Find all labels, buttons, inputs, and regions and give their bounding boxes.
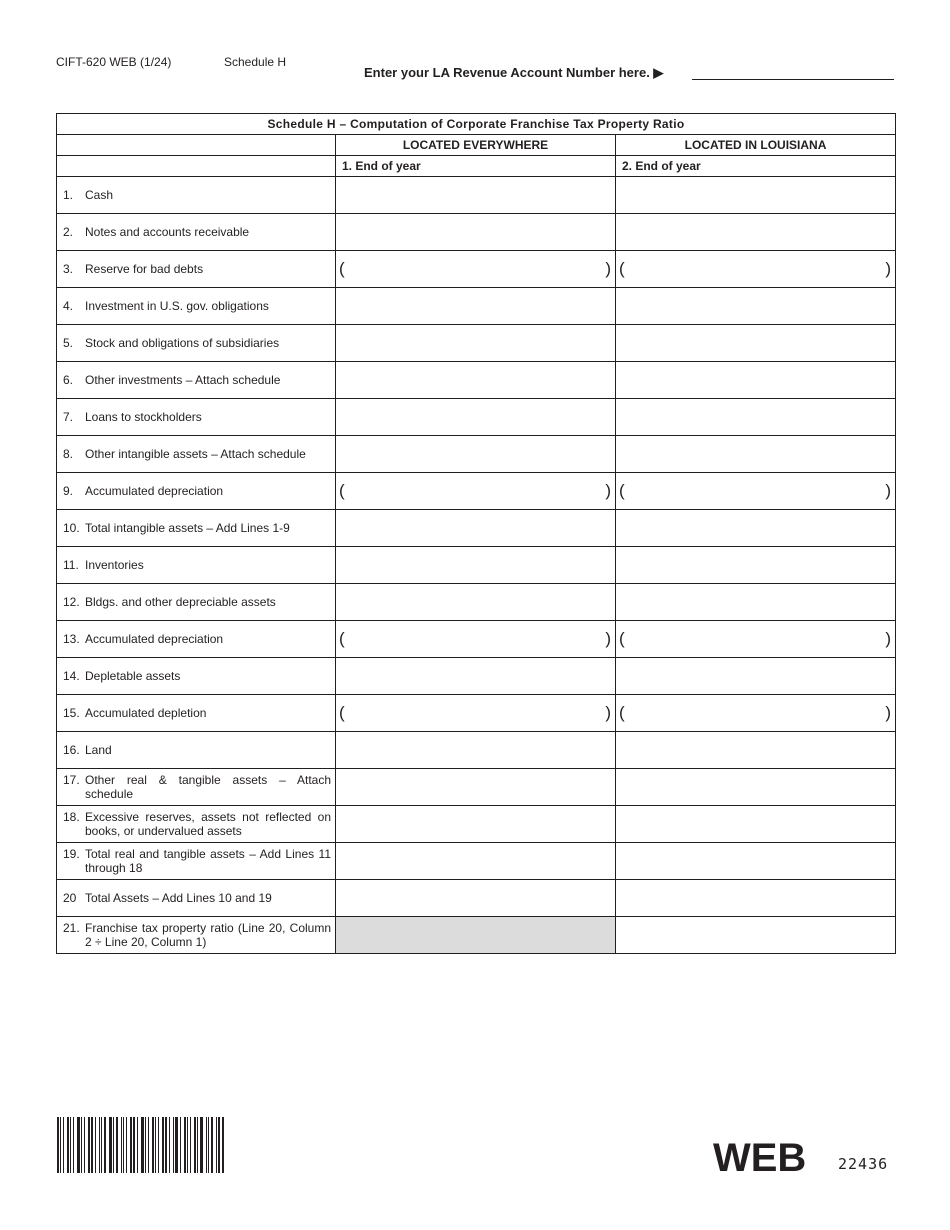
table-row xyxy=(57,584,896,621)
paren-close: ) xyxy=(885,259,891,278)
paren-open: ( xyxy=(619,481,625,500)
entry-field-col1[interactable] xyxy=(336,510,616,547)
paren-open: ( xyxy=(339,629,345,648)
line-label: Total real and tangible assets – Add Lines 11 through 18 xyxy=(85,847,331,875)
entry-field-col2[interactable] xyxy=(616,399,896,436)
account-number-field[interactable] xyxy=(692,79,894,80)
line-number: 10. xyxy=(63,521,80,535)
entry-field-col1[interactable] xyxy=(336,880,616,917)
column-subheader-2: 2. End of year xyxy=(616,156,896,177)
entry-field-col2[interactable] xyxy=(616,806,896,843)
entry-field-col1[interactable] xyxy=(336,806,616,843)
line-label: Accumulated depreciation xyxy=(85,632,224,646)
entry-field-col2[interactable] xyxy=(616,288,896,325)
line-label-cell xyxy=(57,325,336,362)
line-label: Reserve for bad debts xyxy=(85,262,204,276)
line-number: 17. xyxy=(63,773,80,787)
table-row xyxy=(57,806,896,843)
line-number: 16. xyxy=(63,743,80,757)
entry-field-col2[interactable] xyxy=(616,547,896,584)
line-label-cell xyxy=(57,436,336,473)
line-label: Total intangible assets – Add Lines 1-9 xyxy=(85,521,290,535)
line-label: Depletable assets xyxy=(85,669,181,683)
table-row xyxy=(57,843,896,880)
header-spacer xyxy=(57,135,336,156)
line-number: 2. xyxy=(63,225,74,239)
line-label: Other real & tangible assets – Attach schedule xyxy=(85,773,331,801)
line-label: Accumulated depletion xyxy=(85,706,207,720)
line-label-cell xyxy=(57,769,336,806)
web-label: WEB xyxy=(713,1136,807,1180)
entry-field-col2[interactable] xyxy=(616,732,896,769)
line-label-cell xyxy=(57,584,336,621)
line-label-cell xyxy=(57,658,336,695)
line-number: 19. xyxy=(63,847,80,861)
table-row xyxy=(57,399,896,436)
entry-field-col1[interactable] xyxy=(336,362,616,399)
entry-field-col2[interactable] xyxy=(616,473,896,510)
entry-field-col2[interactable] xyxy=(616,621,896,658)
line-number: 3. xyxy=(63,262,74,276)
entry-field-col1[interactable] xyxy=(336,658,616,695)
table-title: Schedule H – Computation of Corporate Franchise Tax Property Ratio xyxy=(57,114,896,135)
entry-field-col2[interactable] xyxy=(616,584,896,621)
line-number: 4. xyxy=(63,299,74,313)
entry-field-col1[interactable] xyxy=(336,177,616,214)
table-row xyxy=(57,251,896,288)
line-label-cell xyxy=(57,917,336,954)
line-label-cell xyxy=(57,621,336,658)
table-row xyxy=(57,547,896,584)
subheader-spacer xyxy=(57,156,336,177)
table-row xyxy=(57,510,896,547)
barcode xyxy=(57,1117,229,1173)
paren-close: ) xyxy=(605,629,611,648)
entry-field-col2[interactable] xyxy=(616,251,896,288)
line-label-cell xyxy=(57,399,336,436)
line-label-cell xyxy=(57,843,336,880)
entry-field-col1[interactable] xyxy=(336,214,616,251)
table-row xyxy=(57,288,896,325)
line-label-cell xyxy=(57,547,336,584)
line-number: 11. xyxy=(63,558,79,572)
entry-field-col1[interactable] xyxy=(336,325,616,362)
table-row xyxy=(57,362,896,399)
paren-open: ( xyxy=(619,703,625,722)
line-label-cell xyxy=(57,880,336,917)
entry-field-col2[interactable] xyxy=(616,177,896,214)
line-number: 18. xyxy=(63,810,80,824)
line-label-cell xyxy=(57,510,336,547)
line-label: Franchise tax property ratio (Line 20, Column 2 ÷ Line 20, Column 1) xyxy=(85,921,331,949)
line-label-cell xyxy=(57,695,336,732)
line-label: Excessive reserves, assets not reflected on books, or undervalued assets xyxy=(85,810,331,838)
table-row xyxy=(57,695,896,732)
line-label: Inventories xyxy=(85,558,144,572)
entry-field-col2[interactable] xyxy=(616,362,896,399)
entry-field-col2[interactable] xyxy=(616,658,896,695)
line-number: 7. xyxy=(63,410,74,424)
paren-open: ( xyxy=(339,259,345,278)
entry-field-col1[interactable] xyxy=(336,473,616,510)
paren-close: ) xyxy=(885,703,891,722)
line-number: 9. xyxy=(63,484,74,498)
line-label: Notes and accounts receivable xyxy=(85,225,250,239)
line-label-cell xyxy=(57,288,336,325)
entry-field-col2[interactable] xyxy=(616,880,896,917)
column-header-everywhere: LOCATED EVERYWHERE xyxy=(336,135,616,156)
line-label-cell xyxy=(57,732,336,769)
line-label: Other intangible assets – Attach schedule xyxy=(85,447,306,461)
line-number: 6. xyxy=(63,373,74,387)
column-subheader-1: 1. End of year xyxy=(336,156,616,177)
entry-field-col2[interactable] xyxy=(616,510,896,547)
line-number: 20 xyxy=(63,891,77,905)
table-row xyxy=(57,325,896,362)
line-number: 12. xyxy=(63,595,80,609)
table-row xyxy=(57,658,896,695)
paren-close: ) xyxy=(605,703,611,722)
entry-field-col1[interactable] xyxy=(336,436,616,473)
entry-field-col2[interactable] xyxy=(616,214,896,251)
line-number: 13. xyxy=(63,632,80,646)
line-label: Investment in U.S. gov. obligations xyxy=(85,299,269,313)
paren-open: ( xyxy=(619,629,625,648)
entry-field-col1[interactable] xyxy=(336,547,616,584)
paren-open: ( xyxy=(339,703,345,722)
shaded-cell xyxy=(336,917,616,954)
line-number: 14. xyxy=(63,669,80,683)
entry-field-col1[interactable] xyxy=(336,843,616,880)
table-row xyxy=(57,473,896,510)
line-label-cell xyxy=(57,251,336,288)
line-label: Accumulated depreciation xyxy=(85,484,224,498)
column-header-louisiana: LOCATED IN LOUISIANA xyxy=(616,135,896,156)
entry-field-col1[interactable] xyxy=(336,769,616,806)
paren-close: ) xyxy=(885,629,891,648)
table-row xyxy=(57,880,896,917)
table-row xyxy=(57,732,896,769)
line-number: 1. xyxy=(63,188,74,202)
line-label: Loans to stockholders xyxy=(85,410,202,424)
line-number: 5. xyxy=(63,336,74,350)
line-label: Stock and obligations of subsidiaries xyxy=(85,336,280,350)
entry-field-col2[interactable] xyxy=(616,695,896,732)
table-row xyxy=(57,214,896,251)
paren-open: ( xyxy=(619,259,625,278)
entry-field-col1[interactable] xyxy=(336,732,616,769)
line-label: Bldgs. and other depreciable assets xyxy=(85,595,276,609)
line-number: 21. xyxy=(63,921,80,935)
line-label: Other investments – Attach schedule xyxy=(85,373,281,387)
entry-field-col2[interactable] xyxy=(616,843,896,880)
line-label-cell xyxy=(57,473,336,510)
line-label-cell xyxy=(57,362,336,399)
entry-field-col1[interactable] xyxy=(336,288,616,325)
line-label: Total Assets – Add Lines 10 and 19 xyxy=(85,891,272,905)
table-row xyxy=(57,621,896,658)
entry-field-col2[interactable] xyxy=(616,769,896,806)
line-label: Cash xyxy=(85,188,114,202)
entry-field-col2[interactable] xyxy=(616,436,896,473)
line-number: 15. xyxy=(63,706,80,720)
form-id: CIFT-620 WEB (1/24) xyxy=(56,55,172,69)
paren-close: ) xyxy=(605,481,611,500)
line-label-cell xyxy=(57,214,336,251)
paren-open: ( xyxy=(339,481,345,500)
entry-field-col1[interactable] xyxy=(336,584,616,621)
entry-field-col2[interactable] xyxy=(616,325,896,362)
line-number: 8. xyxy=(63,447,74,461)
account-number-prompt: Enter your LA Revenue Account Number here. ▶ xyxy=(364,65,664,80)
line-label: Land xyxy=(85,743,112,757)
table-row xyxy=(57,177,896,214)
entry-field-col1[interactable] xyxy=(336,695,616,732)
paren-close: ) xyxy=(605,259,611,278)
form-code: 22436 xyxy=(838,1155,889,1173)
paren-close: ) xyxy=(885,481,891,500)
entry-field-col1[interactable] xyxy=(336,251,616,288)
entry-field-col1[interactable] xyxy=(336,399,616,436)
table-row xyxy=(57,917,896,954)
table-row xyxy=(57,769,896,806)
entry-field-col2[interactable] xyxy=(616,917,896,954)
schedule-h-table xyxy=(56,113,896,954)
line-label-cell xyxy=(57,177,336,214)
table-row xyxy=(57,436,896,473)
schedule-label: Schedule H xyxy=(224,55,287,69)
line-label-cell xyxy=(57,806,336,843)
entry-field-col1[interactable] xyxy=(336,621,616,658)
